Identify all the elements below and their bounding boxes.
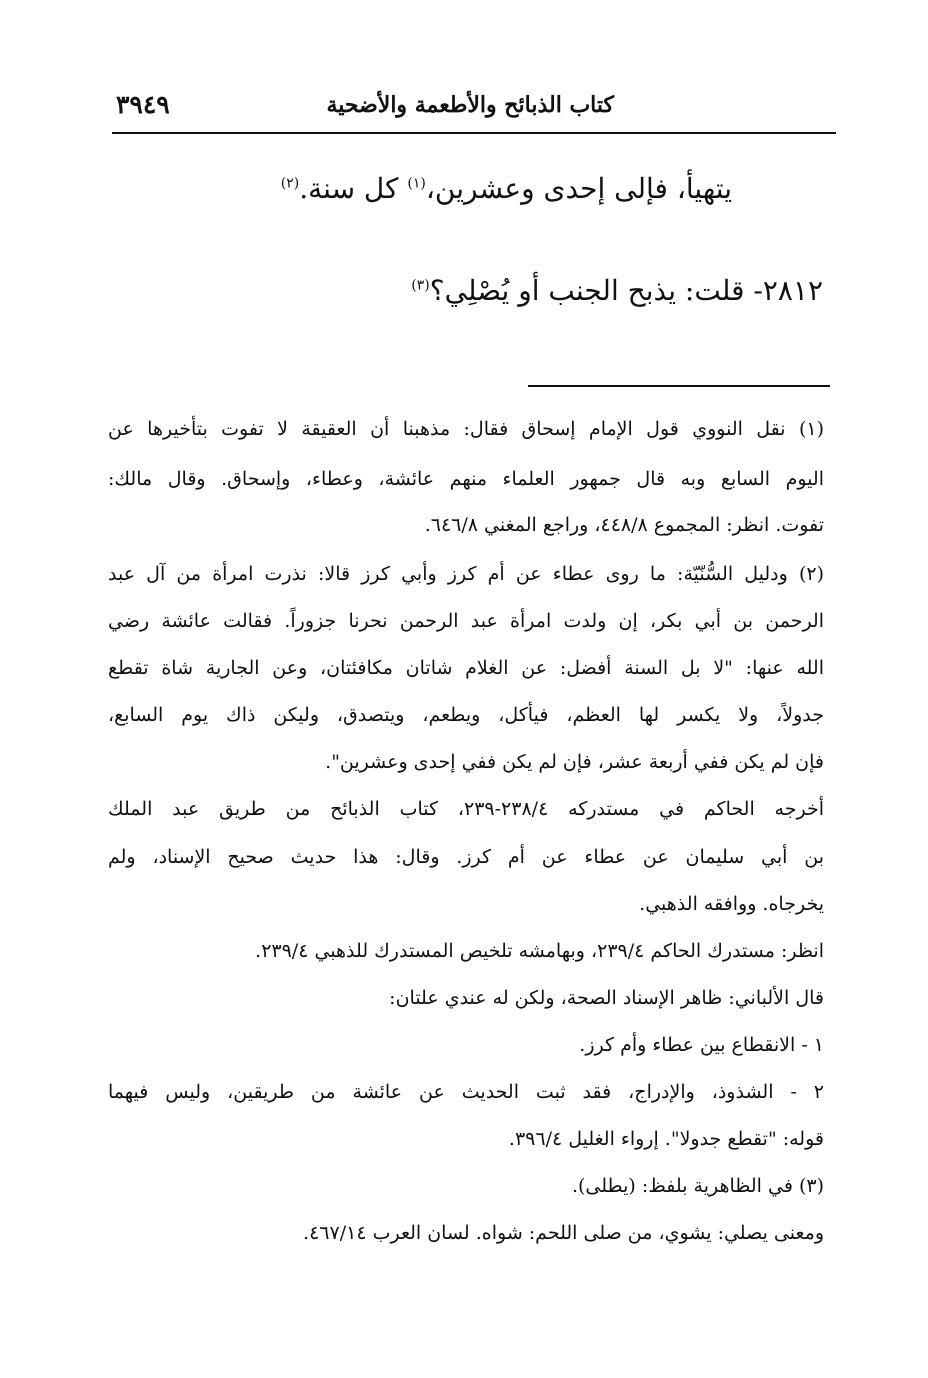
footnote-line: (٢) ودليل السُّنّيّة: ما روى عطاء عن أم كرز وأبي كرز قالا: نذرت امرأة من آل عبد bbox=[108, 563, 824, 585]
footnote-line: انظر: مستدرك الحاكم ٢٣٩/٤، وبهامشه تلخيص المستدرك للذهبي ٢٣٩/٤. bbox=[255, 940, 824, 962]
footnote-line: الرحمن بن أبي بكر، إن ولدت امرأة عبد الرحمن نحرنا جزوراً. فقالت عائشة رضي bbox=[108, 610, 824, 632]
footnote-line: تفوت. انظر: المجموع ٤٤٨/٨، وراجع المغني ٦٤٦/٨. bbox=[424, 514, 824, 536]
main-text-line-1 bbox=[281, 172, 732, 205]
footnote-line: ومعنى يصلي: يشوي، من صلى اللحم: شواه. لسان العرب ٤٦٧/١٤. bbox=[303, 1222, 824, 1244]
page-number: ٣٩٤٩ bbox=[116, 90, 170, 119]
footnote-line: أخرجه الحاكم في مستدركه ٢٣٨/٤-٢٣٩، كتاب الذبائح من طريق عبد الملك bbox=[108, 798, 824, 820]
running-title: كتاب الذبائح والأطعمة والأضحية bbox=[326, 92, 614, 118]
footnote-divider bbox=[528, 385, 830, 387]
footnote-line: الله عنها: "لا بل السنة أفضل: عن الغلام شاتان مكافئتان، وعن الجارية شاة تقطع bbox=[108, 657, 824, 679]
footnote-ref-3[interactable]: (٣) bbox=[411, 277, 430, 294]
footnote-line: جدولاً، ولا يكسر لها العظم، فيأكل، ويطعم، ويتصدق، وليكن ذاك يوم السابع، bbox=[108, 704, 824, 726]
question-heading: ٢٨١٢- قلت: يذبح الجنب أو يُصْلِي؟ bbox=[429, 274, 823, 307]
footnote-line: ٢ - الشذوذ، والإدراج، فقد ثبت الحديث عن عائشة من طريقين، وليس فيهما bbox=[108, 1081, 824, 1103]
footnote-line: قال الألباني: ظاهر الإسناد الصحة، ولكن له عندي علتان: bbox=[389, 987, 824, 1009]
footnote-ref-1[interactable]: (١) bbox=[407, 175, 426, 192]
footnote-line: فإن لم يكن ففي أربعة عشر، فإن لم يكن ففي إحدى وعشرين". bbox=[325, 751, 824, 773]
footnote-line: قوله: "تقطع جدولا". إرواء الغليل ٣٩٦/٤. bbox=[508, 1128, 824, 1150]
footnote-line: يخرجاه. ووافقه الذهبي. bbox=[639, 893, 824, 915]
main-text-segment: كل سنة. bbox=[299, 172, 408, 205]
page-header bbox=[112, 88, 836, 134]
footnote-line: (٣) في الظاهرية بلفظ: (يطلى). bbox=[571, 1175, 824, 1197]
main-text-line-2 bbox=[411, 274, 823, 307]
footnote-ref-2[interactable]: (٢) bbox=[280, 175, 300, 192]
footnote-line: اليوم السابع وبه قال جمهور العلماء منهم عائشة، وعطاء، وإسحاق. وقال مالك: bbox=[108, 468, 824, 490]
footnote-line: بن أبي سليمان عن عطاء عن أم كرز. وقال: هذا حديث صحيح الإسناد، ولم bbox=[108, 846, 824, 868]
footnote-line: (١) نقل النووي قول الإمام إسحاق فقال: مذهبنا أن العقيقة لا تفوت بتأخيرها عن bbox=[108, 418, 824, 440]
footnote-line: ١ - الانقطاع بين عطاء وأم كرز. bbox=[579, 1034, 824, 1056]
main-text-segment: يتهيأ، فإلى إحدى وعشرين، bbox=[425, 172, 732, 205]
